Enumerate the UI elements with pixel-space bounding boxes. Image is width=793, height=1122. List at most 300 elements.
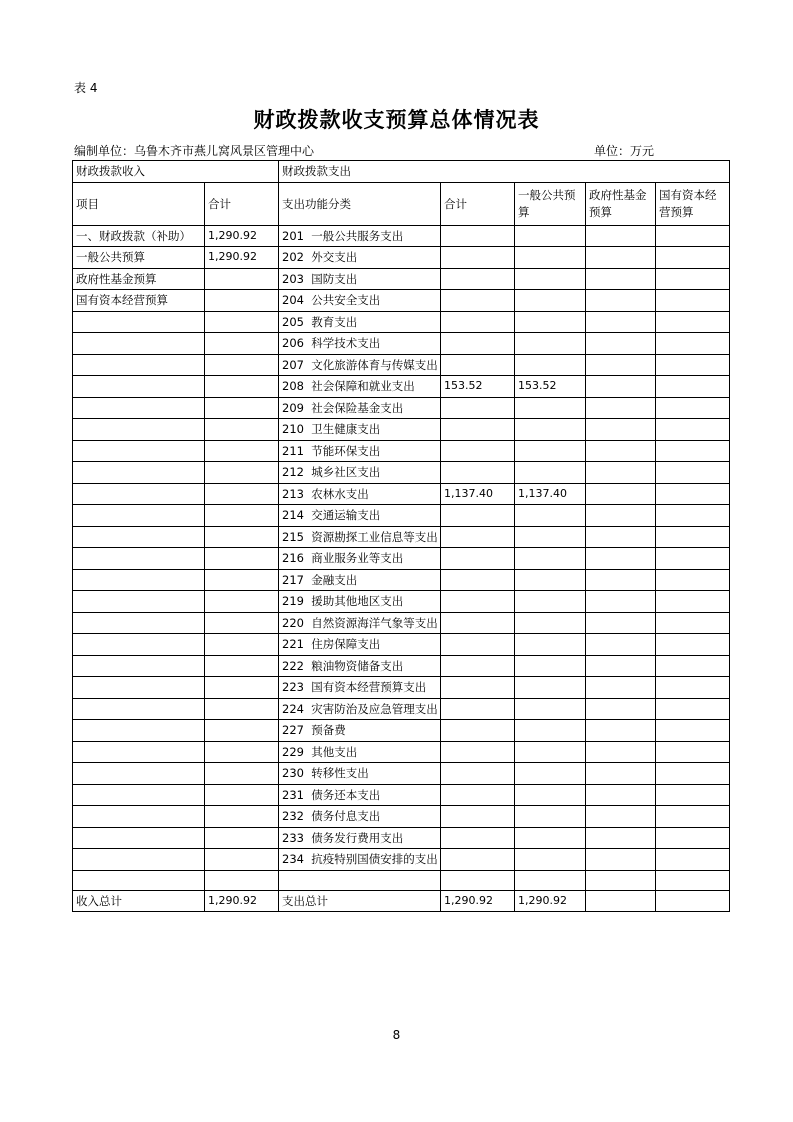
function-name: 预备费 [311,723,346,738]
function-code: 219 [282,594,304,609]
table-row [73,849,730,871]
state-capital-cell [656,784,730,806]
table-row [73,806,730,828]
function-code: 208 [282,379,304,394]
income-total-header: 合计 [205,182,279,225]
table-row [73,247,730,269]
expense-total-cell: 153.52 [441,376,515,398]
gov-fund-cell [586,569,656,591]
income-item-cell: 政府性基金预算 [73,268,205,290]
income-total-cell [205,419,279,441]
table-row [73,354,730,376]
expense-total-cell: 1,137.40 [441,483,515,505]
table-row [73,591,730,613]
function-code: 231 [282,787,304,802]
income-item-cell [73,741,205,763]
income-item-cell [73,526,205,548]
function-code: 227 [282,723,304,738]
function-class-cell [279,763,441,785]
general-budget-cell [515,634,586,656]
blank-row [73,870,730,890]
expense-total-cell [441,462,515,484]
function-name: 资源勘探工业信息等支出 [311,529,438,544]
table-row [73,483,730,505]
blank-cell [73,870,205,890]
table-row [73,698,730,720]
gov-fund-cell [586,591,656,613]
function-code: 211 [282,443,304,458]
function-code: 212 [282,465,304,480]
state-capital-cell [656,741,730,763]
general-budget-cell [515,311,586,333]
expense-total-cell [441,548,515,570]
function-code: 223 [282,680,304,695]
gov-fund-header: 政府性基金预算 [586,182,656,225]
general-budget-cell [515,419,586,441]
income-item-cell [73,827,205,849]
state-capital-cell [656,354,730,376]
expense-total-cell [441,634,515,656]
function-class-cell [279,591,441,613]
general-budget-cell [515,526,586,548]
general-budget-cell [515,591,586,613]
gov-fund-cell [586,483,656,505]
gov-fund-cell [586,419,656,441]
function-name: 社会保障和就业支出 [311,379,415,394]
function-code: 206 [282,336,304,351]
expense-total-cell [441,698,515,720]
income-total-cell [205,784,279,806]
table-row [73,677,730,699]
gov-fund-cell [586,634,656,656]
expense-total-cell [441,591,515,613]
table-row [73,634,730,656]
general-budget-cell [515,569,586,591]
table-row [73,741,730,763]
table-row [73,311,730,333]
gov-fund-cell [586,849,656,871]
gov-fund-cell [586,225,656,247]
blank-cell [515,870,586,890]
income-item-cell [73,849,205,871]
function-class-cell [279,419,441,441]
general-budget-cell [515,397,586,419]
function-code: 215 [282,529,304,544]
state-capital-header: 国有资本经营预算 [656,182,730,225]
expense-total-cell [441,505,515,527]
gov-fund-cell [586,720,656,742]
table-row [73,526,730,548]
function-name: 农林水支出 [311,486,369,501]
function-name: 金融支出 [311,572,358,587]
expense-total-cell [441,677,515,699]
function-name: 商业服务业等支出 [311,551,404,566]
income-total-cell: 1,290.92 [205,225,279,247]
state-capital-cell [656,548,730,570]
function-class-cell [279,784,441,806]
expense-total-cell [441,311,515,333]
income-total-cell [205,440,279,462]
function-name: 援助其他地区支出 [311,594,404,609]
general-budget-cell [515,849,586,871]
gov-fund-cell [586,784,656,806]
expense-total-cell [441,354,515,376]
gov-fund-cell [586,311,656,333]
expense-total-cell [441,419,515,441]
unit-label: 单位：万元 [594,144,655,158]
gov-fund-cell [586,462,656,484]
state-capital-cell [656,698,730,720]
function-code: 220 [282,615,304,630]
blank-cell [279,870,441,890]
expense-total-cell [441,827,515,849]
function-class-cell [279,376,441,398]
gov-fund-cell [586,376,656,398]
state-capital-cell [656,268,730,290]
function-name: 一般公共服务支出 [311,228,404,243]
general-budget-cell [515,741,586,763]
gov-fund-cell [586,397,656,419]
state-capital-cell [656,827,730,849]
state-capital-cell [656,376,730,398]
function-class-cell [279,720,441,742]
function-name: 社会保险基金支出 [311,400,404,415]
page-title: 财政拨款收支预算总体情况表 [253,108,540,132]
function-class-header: 支出功能分类 [279,182,441,225]
state-capital-cell [656,247,730,269]
income-item-cell [73,569,205,591]
function-class-cell [279,311,441,333]
expense-total-cell [441,741,515,763]
function-code: 217 [282,572,304,587]
gov-fund-cell [586,268,656,290]
expense-total-cell [441,655,515,677]
gov-fund-cell [586,247,656,269]
function-name: 转移性支出 [311,766,369,781]
expense-total-cell [441,247,515,269]
expense-total-cell [441,849,515,871]
state-capital-cell [656,677,730,699]
gov-fund-cell [586,612,656,634]
blank-cell [586,870,656,890]
state-capital-cell [656,397,730,419]
state-capital-cell [656,591,730,613]
expense-total-cell [441,440,515,462]
general-budget-cell [515,333,586,355]
function-code: 201 [282,228,304,243]
income-item-cell [73,440,205,462]
function-class-cell [279,333,441,355]
income-total-cell [205,311,279,333]
expense-total-cell [441,784,515,806]
income-item-cell [73,505,205,527]
gov-fund-cell [586,741,656,763]
function-code: 214 [282,508,304,523]
general-budget-cell [515,827,586,849]
general-budget-cell: 1,137.40 [515,483,586,505]
function-class-cell [279,440,441,462]
function-code: 232 [282,809,304,824]
general-budget-cell [515,698,586,720]
function-class-cell [279,655,441,677]
function-name: 文化旅游体育与传媒支出 [311,357,438,372]
page-number: 8 [392,1028,401,1042]
blank-cell [441,870,515,890]
function-class-cell [279,483,441,505]
gov-fund-cell [586,440,656,462]
income-total-cell [205,354,279,376]
income-total-cell [205,483,279,505]
function-name: 国有资本经营预算支出 [311,680,427,695]
function-class-cell [279,290,441,312]
function-code: 233 [282,830,304,845]
function-class-cell [279,634,441,656]
state-capital-cell [656,720,730,742]
function-class-cell [279,526,441,548]
function-class-cell [279,505,441,527]
state-capital-cell [656,505,730,527]
state-capital-cell [656,225,730,247]
income-total-cell [205,677,279,699]
gov-fund-cell [586,763,656,785]
function-code: 213 [282,486,304,501]
table-row [73,569,730,591]
income-total-cell [205,505,279,527]
function-name: 其他支出 [311,744,358,759]
expense-total-cell [441,397,515,419]
function-name: 抗疫特别国债安排的支出 [311,852,438,867]
gov-fund-cell [586,333,656,355]
function-name: 粮油物资储备支出 [311,658,404,673]
table-row [73,376,730,398]
general-budget-cell [515,247,586,269]
income-item-cell [73,655,205,677]
income-item-cell [73,419,205,441]
gov-fund-cell [586,698,656,720]
table-row [73,440,730,462]
income-total-cell [205,376,279,398]
org-label: 编制单位：乌鲁木齐市燕儿窝风景区管理中心 [74,144,315,158]
income-item-cell [73,677,205,699]
expense-total-cell [441,268,515,290]
function-class-cell [279,354,441,376]
general-budget-cell [515,462,586,484]
income-total-cell [205,827,279,849]
income-item-cell [73,634,205,656]
income-total-cell [205,462,279,484]
income-total-cell [205,548,279,570]
gov-fund-cell [586,354,656,376]
expense-group-header: 财政拨款支出 [279,161,730,183]
function-code: 216 [282,551,304,566]
income-item-cell [73,763,205,785]
function-name: 债务付息支出 [311,809,381,824]
function-class-cell [279,569,441,591]
general-budget-cell [515,784,586,806]
income-item-cell [73,311,205,333]
blank-cell [205,870,279,890]
state-capital-cell [656,612,730,634]
general-budget-cell [515,440,586,462]
function-code: 224 [282,701,304,716]
function-name: 城乡社区支出 [311,465,381,480]
income-item-cell: 一般公共预算 [73,247,205,269]
table-row [73,290,730,312]
general-budget-cell [515,612,586,634]
gov-fund-cell [586,505,656,527]
income-total-cell [205,333,279,355]
function-code: 221 [282,637,304,652]
function-class-cell [279,698,441,720]
expense-total-cell [441,612,515,634]
state-capital-cell [656,311,730,333]
income-total-cell [205,698,279,720]
general-budget-total: 1,290.92 [515,890,586,912]
function-name: 债务发行费用支出 [311,830,404,845]
income-total-cell [205,763,279,785]
income-item-cell [73,612,205,634]
state-capital-cell [656,419,730,441]
expense-total-label: 支出总计 [279,890,441,912]
function-code: 207 [282,357,304,372]
income-total-cell [205,720,279,742]
state-capital-cell [656,849,730,871]
income-total-cell [205,655,279,677]
general-budget-cell [515,763,586,785]
income-item-cell [73,698,205,720]
state-capital-cell [656,655,730,677]
income-total-cell [205,268,279,290]
state-capital-total [656,890,730,912]
function-name: 卫生健康支出 [311,422,381,437]
state-capital-cell [656,569,730,591]
expense-grand-total: 1,290.92 [441,890,515,912]
expense-total-cell [441,333,515,355]
function-code: 209 [282,400,304,415]
table-row [73,333,730,355]
header-row-group [73,161,730,183]
function-code: 204 [282,293,304,308]
state-capital-cell [656,483,730,505]
state-capital-cell [656,440,730,462]
gov-fund-cell [586,655,656,677]
gov-fund-total [586,890,656,912]
income-total-cell [205,612,279,634]
table-row [73,462,730,484]
function-code: 222 [282,658,304,673]
income-total-cell [205,591,279,613]
function-name: 教育支出 [311,314,358,329]
expense-total-cell [441,290,515,312]
gov-fund-cell [586,548,656,570]
table-row [73,397,730,419]
gov-fund-cell [586,827,656,849]
general-budget-cell [515,354,586,376]
expense-total-header: 合计 [441,182,515,225]
income-total-cell [205,526,279,548]
table-row [73,827,730,849]
expense-total-cell [441,806,515,828]
table-row [73,505,730,527]
function-name: 债务还本支出 [311,787,381,802]
income-item-cell [73,784,205,806]
function-class-cell [279,849,441,871]
income-item-cell [73,591,205,613]
general-budget-cell [515,505,586,527]
income-item-cell [73,483,205,505]
income-total-cell [205,290,279,312]
income-item-cell [73,354,205,376]
general-budget-cell [515,806,586,828]
function-class-cell [279,741,441,763]
gov-fund-cell [586,677,656,699]
state-capital-cell [656,290,730,312]
income-item-cell [73,548,205,570]
table-row [73,419,730,441]
income-total-cell: 1,290.92 [205,247,279,269]
income-item-cell [73,333,205,355]
general-budget-cell: 153.52 [515,376,586,398]
function-name: 外交支出 [311,250,358,265]
function-class-cell [279,677,441,699]
function-class-cell [279,268,441,290]
state-capital-cell [656,634,730,656]
budget-table [72,160,730,912]
function-code: 234 [282,852,304,867]
table-row [73,268,730,290]
function-name: 节能环保支出 [311,443,381,458]
general-budget-cell [515,655,586,677]
income-total-cell [205,397,279,419]
function-code: 203 [282,271,304,286]
function-class-cell [279,612,441,634]
table-row [73,548,730,570]
totals-row [73,890,730,912]
function-class-cell [279,397,441,419]
expense-total-cell [441,225,515,247]
gov-fund-cell [586,526,656,548]
general-budget-cell [515,290,586,312]
table-row [73,763,730,785]
function-class-cell [279,827,441,849]
table-row [73,720,730,742]
item-header: 项目 [73,182,205,225]
income-total-cell [205,741,279,763]
income-total-cell [205,569,279,591]
function-code: 210 [282,422,304,437]
general-budget-cell [515,720,586,742]
function-name: 自然资源海洋气象等支出 [311,615,438,630]
general-budget-cell [515,677,586,699]
general-budget-cell [515,268,586,290]
income-item-cell: 国有资本经营预算 [73,290,205,312]
function-name: 科学技术支出 [311,336,381,351]
function-class-cell [279,247,441,269]
function-class-cell [279,462,441,484]
income-item-cell [73,397,205,419]
state-capital-cell [656,462,730,484]
function-code: 202 [282,250,304,265]
table-row [73,225,730,247]
income-total-label: 收入总计 [73,890,205,912]
table-label: 表 4 [74,81,98,95]
state-capital-cell [656,763,730,785]
expense-total-cell [441,720,515,742]
function-class-cell [279,806,441,828]
income-group-header: 财政拨款收入 [73,161,279,183]
function-name: 住房保障支出 [311,637,381,652]
income-item-cell [73,376,205,398]
